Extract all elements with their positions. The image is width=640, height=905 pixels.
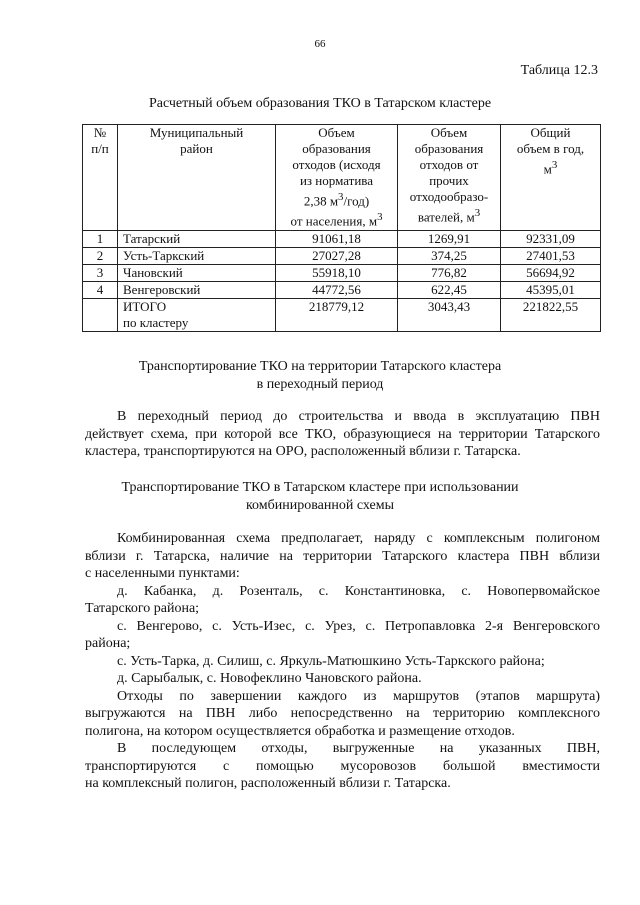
paragraph-combined: Комбинированная схема предполагает, наряду с комплексным полигоном вблизи г. Татарска, наличие на территории Татарского кластера ПВН вблизи с населенными пунктами: д. Кабанка, д. Розенталь, с. Константиновка, с. Новопервомайское Татарского района; с. Венгерово, с. Усть-Изес, с. Урез, с. Петропавловка 2-я Венгеровского района; с. Усть-Тарка, д. Силиш, с. Яркуль-Матюшкино Усть-Таркского района; д. Сарыбалык, с. Новофеклино Чановского района. Отходы по завершении каждого из маршрутов (этапов маршрута) выгружаются на ПВН либо непосредственно на территорию комплексного полигона, на котором осуществляется обработка и размещение отходов. В последующем отходы, выгруженные на указанных ПВН, транспортируются с помощью мусоровозов большой вместимости на комплексный полигон, расположенный вблизи г. Татарска. <box>85 531 600 791</box>
cell-other: 1269,91 <box>398 230 501 247</box>
cell-district: Усть-Таркский <box>118 247 276 264</box>
cell-other: 622,45 <box>398 281 501 298</box>
table-title: Расчетный объем образования ТКО в Татарском кластере <box>148 96 492 111</box>
cell-other: 374,25 <box>398 247 501 264</box>
table-header-row <box>83 125 601 231</box>
cell-district: Татарский <box>118 230 276 247</box>
section-heading-combined: Транспортирование ТКО в Татарском кластере при использовании комбинированной схемы <box>121 480 519 513</box>
header-number: № п/п <box>83 125 118 231</box>
header-district: Муниципальный район <box>118 125 276 231</box>
cell-number: 4 <box>83 281 118 298</box>
cell-other-sum: 3043,43 <box>398 298 501 331</box>
page-number: 66 <box>314 38 326 50</box>
cell-total-sum: 221822,55 <box>501 298 601 331</box>
cell-total: 27401,53 <box>501 247 601 264</box>
table-row <box>83 247 601 264</box>
cell-population: 91061,18 <box>276 230 398 247</box>
cell-number: 2 <box>83 247 118 264</box>
table-row <box>83 264 601 281</box>
cell-total: 92331,09 <box>501 230 601 247</box>
cell-population: 55918,10 <box>276 264 398 281</box>
table-row <box>83 230 601 247</box>
section-heading-transition: Транспортирование ТКО на территории Татарского кластера в переходный период <box>138 359 502 392</box>
cell-other: 776,82 <box>398 264 501 281</box>
cell-total-label: ИТОГО по кластеру <box>118 298 276 331</box>
header-population-waste: Объем образования отходов (исходя из норматива 2,38 $м^3/год$) от населения, $м^3$ <box>276 125 398 231</box>
cell-district: Венгеровский <box>118 281 276 298</box>
header-total: Общий объем в год, $м^3$ <box>501 125 601 231</box>
cell-population: 27027,28 <box>276 247 398 264</box>
cell-population-sum: 218779,12 <box>276 298 398 331</box>
cell-number-empty <box>83 298 118 331</box>
cell-number: 3 <box>83 264 118 281</box>
paragraph-transition: В переходный период до строительства и ввода в эксплуатацию ПВН действует схема, при которой все ТКО, образующиеся на территории Татарского кластера, транспортируются на ОРО, расположенный вблизи г. Татарска. <box>85 409 600 459</box>
cell-total: 56694,92 <box>501 264 601 281</box>
cell-total: 45395,01 <box>501 281 601 298</box>
table-total-row <box>83 298 601 331</box>
cell-district: Чановский <box>118 264 276 281</box>
table-row <box>83 281 601 298</box>
header-other-waste: Объем образования отходов от прочих отходообразо- вателей, $м^3$ <box>398 125 501 231</box>
waste-volume-table <box>82 124 601 332</box>
table-label: Таблица 12.3 <box>520 63 598 78</box>
cell-population: 44772,56 <box>276 281 398 298</box>
cell-number: 1 <box>83 230 118 247</box>
